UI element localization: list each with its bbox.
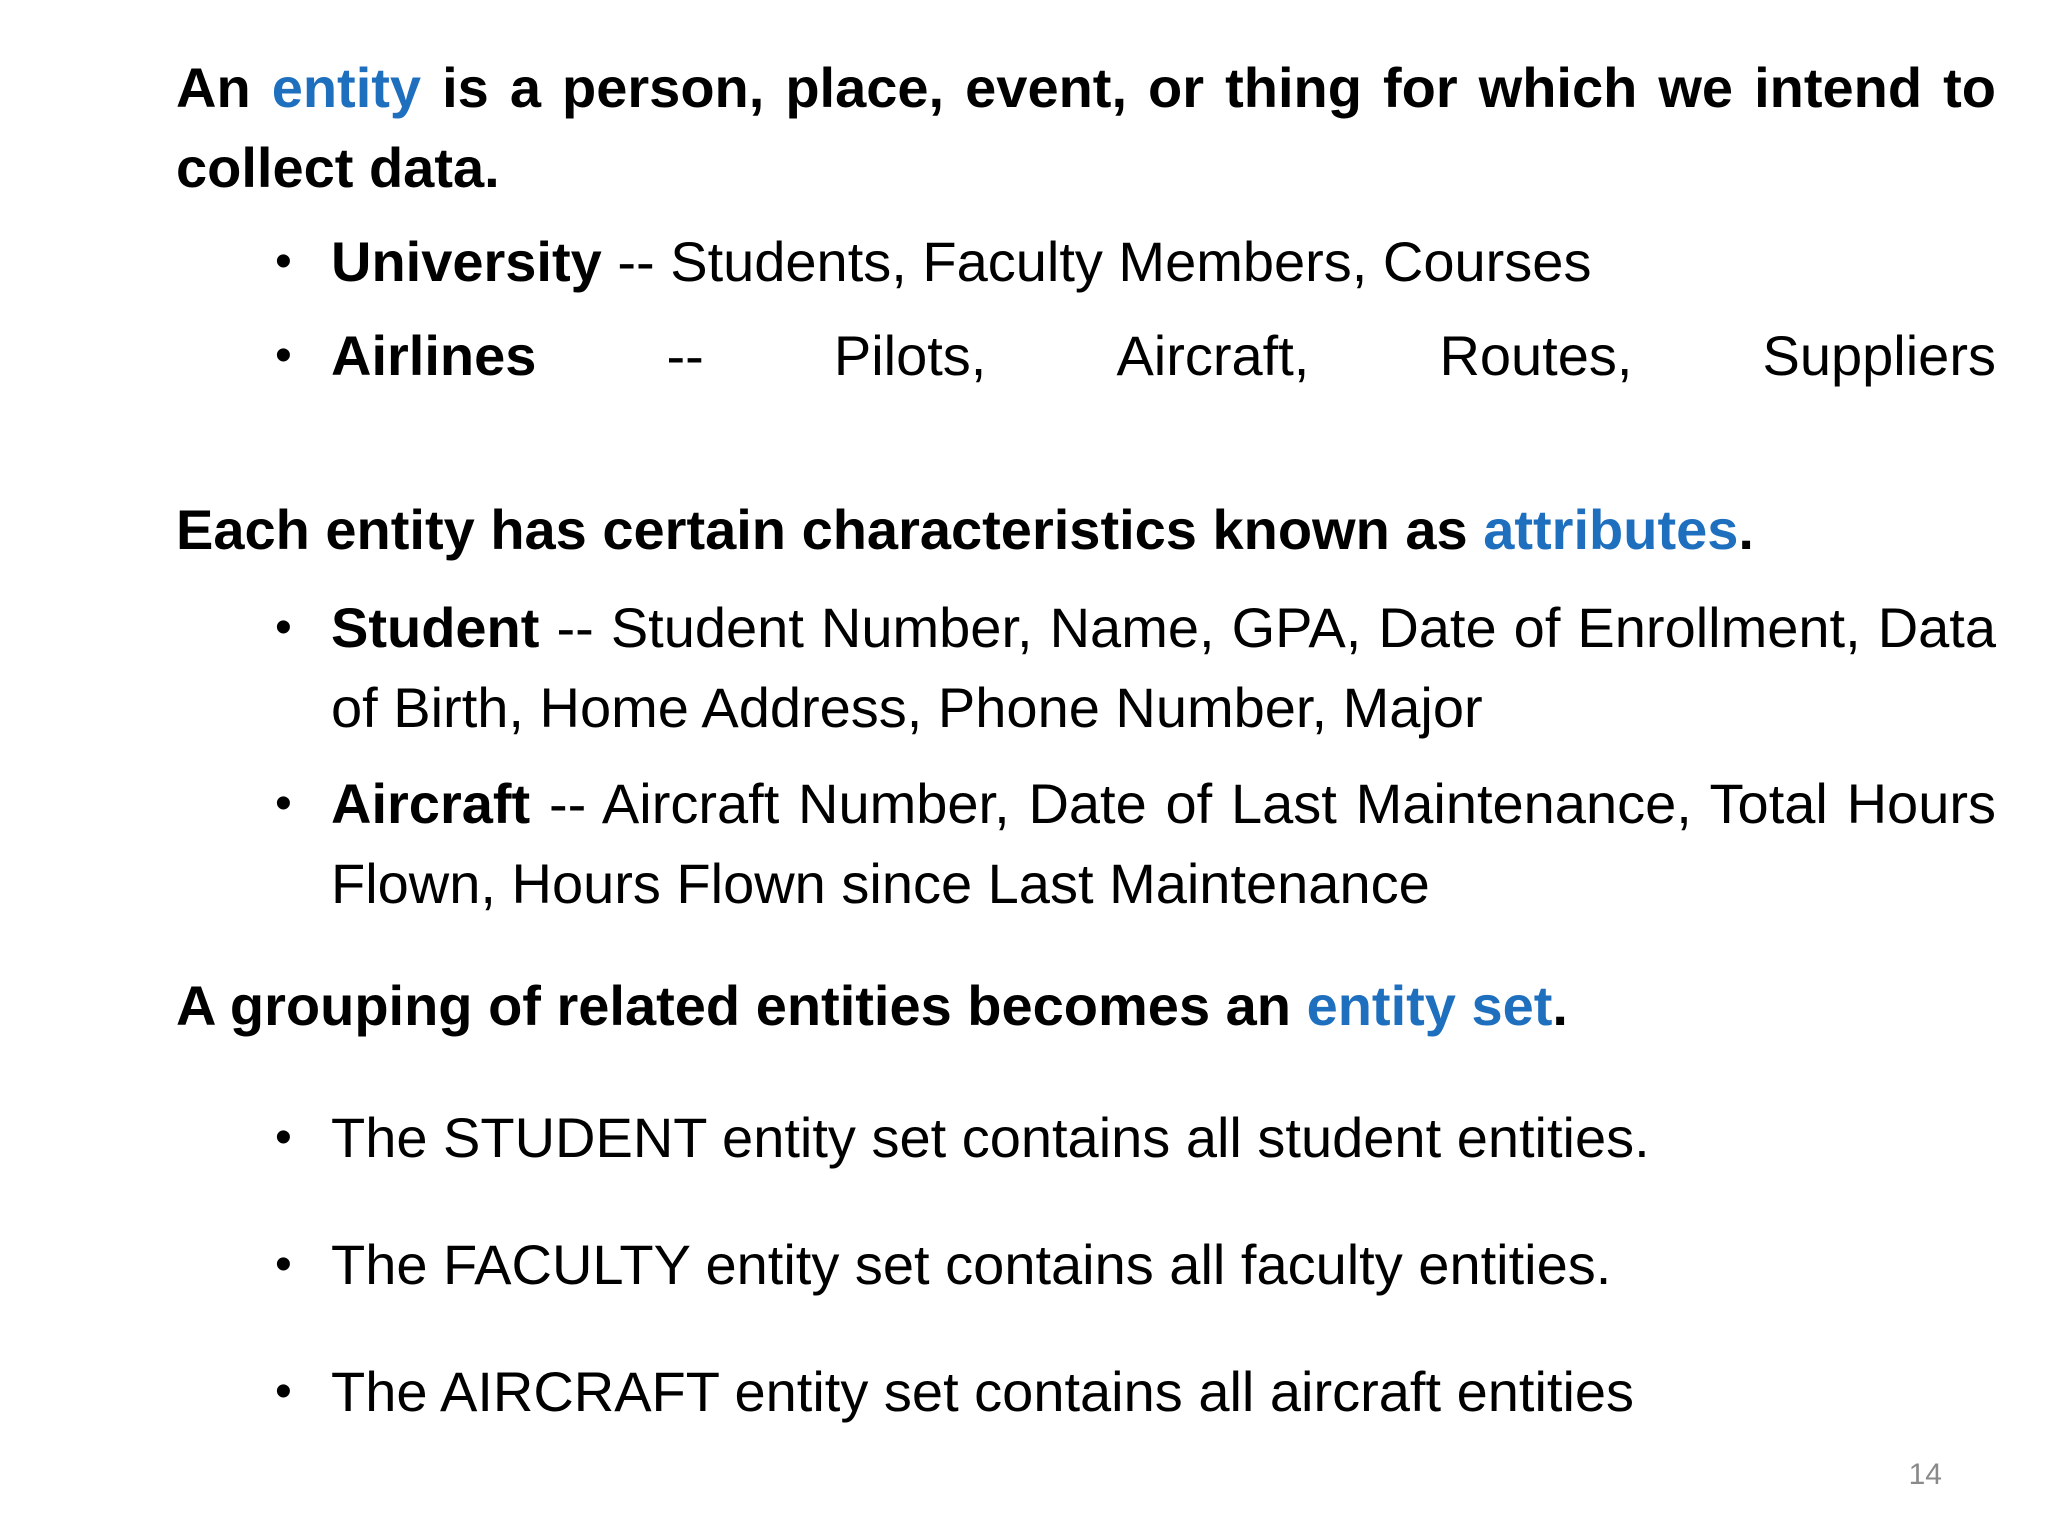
term-entity: entity bbox=[271, 56, 422, 119]
bullet-university bbox=[275, 222, 1996, 302]
bullet-text: -- Student Number, Name, GPA, Date of Enrollment, Data of Birth, Home Address, Phone Number, Major bbox=[331, 596, 1996, 739]
bullet-dot: • bbox=[275, 235, 292, 288]
bullet-aircraft-set bbox=[275, 1352, 1996, 1432]
bullet-student-set bbox=[275, 1098, 1996, 1178]
bullet-dot: • bbox=[275, 329, 292, 382]
heading-text: . bbox=[1552, 974, 1568, 1037]
heading-text: Each entity has certain characteristics known as bbox=[176, 498, 1484, 561]
bullet-text: The STUDENT entity set contains all student entities. bbox=[331, 1106, 1650, 1169]
entity-definition-heading bbox=[176, 48, 1996, 208]
bullet-student bbox=[275, 588, 1996, 748]
bullet-dot: • bbox=[275, 1238, 292, 1291]
bullet-dot: • bbox=[275, 601, 292, 654]
bullet-label: University bbox=[331, 230, 602, 293]
heading-text: is a person, place, event, or thing for which we intend to collect data. bbox=[176, 56, 1996, 199]
bullet-text: -- Aircraft Number, Date of Last Maintenance, Total Hours Flown, Hours Flown since Last Maintenance bbox=[331, 772, 1996, 915]
bullet-dot: • bbox=[275, 777, 292, 830]
bullet-dot: • bbox=[275, 1365, 292, 1418]
attributes-heading bbox=[176, 490, 1996, 570]
term-entity-set: entity set bbox=[1306, 974, 1553, 1037]
airlines-item: Aircraft, bbox=[1116, 324, 1310, 387]
heading-text: A grouping of related entities becomes an bbox=[176, 974, 1307, 1037]
bullet-faculty-set bbox=[275, 1225, 1996, 1305]
bullet-text: The AIRCRAFT entity set contains all aircraft entities bbox=[331, 1360, 1635, 1423]
term-attributes: attributes bbox=[1483, 498, 1739, 561]
heading-text: An bbox=[176, 56, 272, 119]
separator: -- bbox=[666, 324, 704, 387]
bullet-dot: • bbox=[275, 1111, 292, 1164]
bullet-label: Student bbox=[331, 596, 540, 659]
airlines-item: Suppliers bbox=[1762, 324, 1996, 387]
bullet-label: Aircraft bbox=[331, 772, 531, 835]
bullet-label: Airlines bbox=[331, 324, 537, 387]
airlines-item: Routes, bbox=[1439, 324, 1633, 387]
bullet-airlines bbox=[275, 316, 1996, 396]
bullet-text: -- Students, Faculty Members, Courses bbox=[601, 230, 1592, 293]
airlines-line bbox=[331, 316, 1996, 396]
heading-text: . bbox=[1738, 498, 1754, 561]
bullet-aircraft bbox=[275, 764, 1996, 924]
airlines-item: Pilots, bbox=[833, 324, 987, 387]
entity-set-heading bbox=[176, 966, 1996, 1046]
page-number: 14 bbox=[1908, 1458, 1942, 1491]
bullet-text: The FACULTY entity set contains all faculty entities. bbox=[331, 1233, 1612, 1296]
